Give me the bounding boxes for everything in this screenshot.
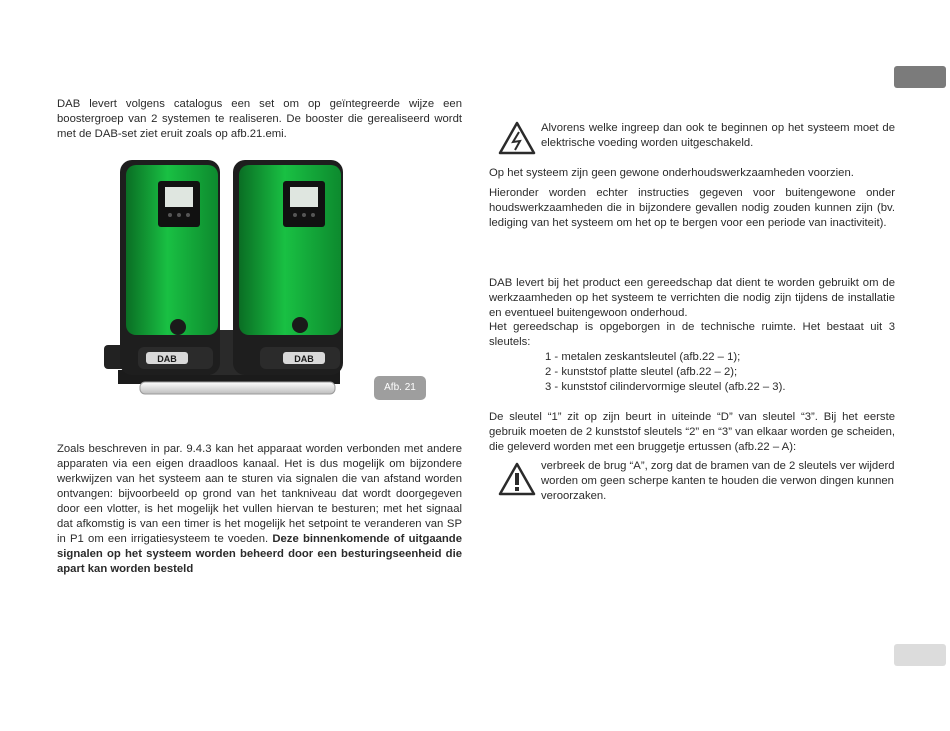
figure-caption: Afb. 21 <box>374 376 426 400</box>
booster-figure <box>100 155 360 415</box>
electric-hazard-icon <box>498 121 536 155</box>
list-item: 3 - kunststof cilindervormige sleutel (afb.22 – 3). <box>545 381 786 393</box>
list-item: 1 - metalen zeskantsleutel (afb.22 – 1); <box>545 351 741 363</box>
svg-text:DAB: DAB <box>294 354 314 364</box>
chapter-tab-bottom <box>894 644 946 666</box>
tools-storage-paragraph: Het gereedschap is opgeborgen in de technische ruimte. Het bestaat uit 3 sleutels: <box>489 321 895 348</box>
signals-paragraph <box>57 442 462 577</box>
tools-paragraph: DAB levert bij het product een gereedschap dat dient te worden gebruikt om de werkzaamheden op het systeem te verrichten die nodig zijn tijdens de installatie en eventueel buitengewoon onderhoud. <box>489 277 895 319</box>
intro-paragraph: DAB levert volgens catalogus een set om op geïntegreerde wijze een boostergroep van 2 systemen te realiseren. De booster die gerealiseerd wordt met de DAB-set ziet eruit zoals op afb.21.emi. <box>57 98 462 140</box>
maintenance-paragraph: Hieronder worden echter instructies gegeven voor buitengewone onder houdswerkzaamheden die in bijzondere gevallen nodig zouden kunnen zijn (bv. lediging van het systeem om het op te bergen voor een periode van inactiviteit). <box>489 187 895 229</box>
svg-text:DAB: DAB <box>157 354 177 364</box>
list-item: 2 - kunststof platte sleutel (afb.22 – 2); <box>545 366 738 378</box>
booster-pump-set-image <box>100 155 360 415</box>
signals-text: Zoals beschreven in par. 9.4.3 kan het apparaat worden verbonden met andere apparaten via een eigen draadloos kanaal. Het is dus mogelijk om bijzondere werkwijzen van het systeem aan te sturen via signalen die van afstand worden ontvangen: bijvoorbeeld op grond van het tankniveau dat wordt doorgegeven door een vlotter, is het mogelijk het vullen hiervan te besturen; met het signaal dat afkomstig is van een timer is het mogelijk het setpoint te veranderen van SP in P1 om een irrigatiesysteem te voeden. <box>57 443 462 545</box>
warning-bridge-text: verbreek de brug “A”, zorg dat de bramen van de 2 sleutels ver wijderd worden om geen scherpe kanten te houden die verwon dingen kunnen veroorzaken. <box>541 460 895 502</box>
maintenance-intro: Op het systeem zijn geen gewone onderhoudswerkzaamheden voorzien. <box>489 167 854 179</box>
keys-description: De sleutel “1” zit op zijn beurt in uiteinde “D” van sleutel “3”. Bij het eerste gebruik moeten de 2 kunststof sleutels “2” en “3” van elkaar worden ge scheiden, die geleverd worden met een bruggetje ertussen (afb.22 – A): <box>489 411 895 453</box>
chapter-tab-top <box>894 66 946 88</box>
warning-power-text: Alvorens welke ingreep dan ook te beginnen op het systeem moet de elektrische voeding worden uitgeschakeld. <box>541 122 895 149</box>
warning-exclamation-icon <box>498 462 536 496</box>
keys-list <box>545 350 785 395</box>
signals-bold-text: Deze binnenkomende of uitgaande signalen op het systeem worden beheerd door een besturingseenheid die apart kan worden besteld <box>57 533 462 575</box>
